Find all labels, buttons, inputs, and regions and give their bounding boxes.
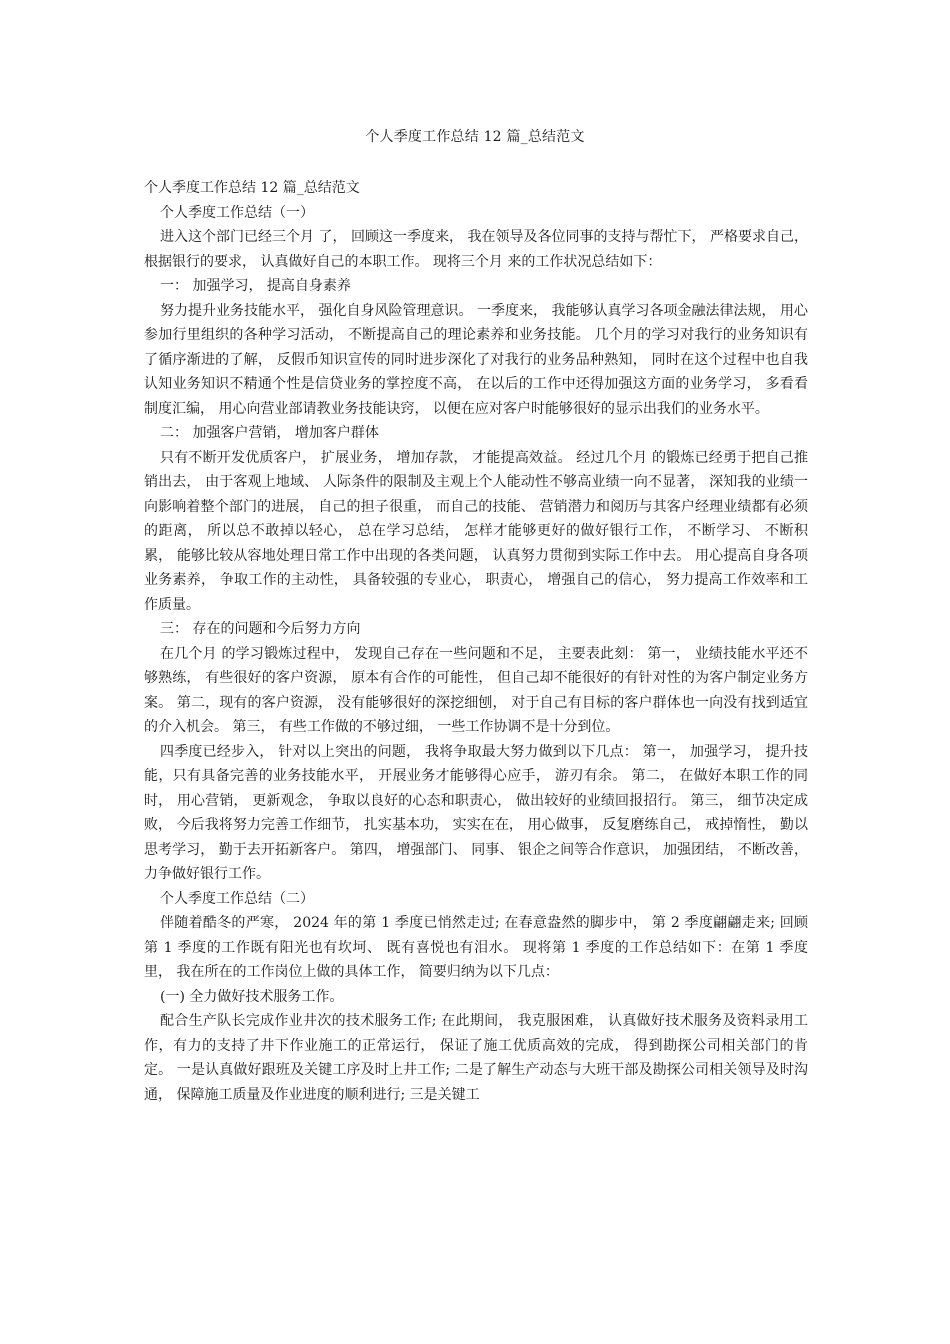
paragraph: 努力提升业务技能水平， 强化自身风险管理意识。 一季度来， 我能够认真学习各项金融法律法规， 用心参加行里组织的各种学习活动， 不断提高自己的理论素养和业务技能。 几个月的学习对我行的业务知识有了循序渐进的了解， 反假币知识宣传的同时进步深化了对我行的业务品种熟知， 同时在这个过程中也自我认知业务知识不精通个性是信贷业务的掌控度不高， 在以后的工作中还得加强这方面的业务学习， 多看看制度汇编， 用心向营业部请教业务技能诀窍， 以便在应对客户时能够很好的显示出我们的业务水平。 bbox=[144, 302, 808, 417]
paragraph: 在几个月 的学习锻炼过程中， 发现自己存在一些问题和不足， 主要表此刻： 第一， 业绩技能水平还不够熟练， 有些很好的客户资源， 原本有合作的可能性， 但自己却不能很好的有针对性的为客户制定业务方案。 第二，现有的客户资源， 没有能够很好的深挖细刨， 对于自己有目标的客户群体也一向没有找到适宜的介入机会。 第三， 有些工作做的不够过细， 一些工作协调不是十分到位。 bbox=[144, 645, 808, 735]
paragraph: 三： 存在的问题和今后努力方向 bbox=[160, 621, 361, 637]
paragraph: 二： 加强客户营销， 增加客户群体 bbox=[160, 425, 379, 441]
paragraph: 个人季度工作总结 12 篇_总结范文 bbox=[144, 180, 360, 196]
paragraph: 个人季度工作总结（二） bbox=[160, 890, 314, 907]
document-title: 个人季度工作总结 12 篇_总结范文 bbox=[365, 129, 585, 145]
document-body bbox=[144, 176, 808, 1107]
paragraph: 只有不断开发优质客户， 扩展业务， 增加存款， 才能提高效益。 经过几个月 的锻炼已经勇于把自己推销出去， 由于客观上地域、 人际条件的限制及主观上个人能动性不够高业绩一向不显著， 深知我的业绩一向影响着整个部门的进展， 自己的担子很重， 而自己的技能、 营销潜力和阅历与其客户经理业绩都有必须的距离， 所以总不敢掉以轻心， 总在学习总结， 怎样才能够更好的做好银行工作， 不断学习、 不断积累， 能够比较从容地处理日常工作中出现的各类问题， 认真努力贯彻到实际工作中去。 用心提高自身各项业务素养， 争取工作的主动性， 具备较强的专业心， 职责心， 增强自己的信心， 努力提高工作效率和工作质量。 bbox=[144, 449, 808, 613]
paragraph: 四季度已经步入， 针对以上突出的问题， 我将争取最大努力做到以下几点： 第一， 加强学习， 提升技能，只有具备完善的业务技能水平， 开展业务才能够得心应手， 游刃有余。 第二， 在做好本职工作的同时， 用心营销， 更新观念， 争取以良好的心态和职责心， 做出较好的业绩回报招行。 第三， 细节决定成败， 今后我将努力完善工作细节， 扎实基本功， 实实在在， 用心做事， 反复磨练自己， 戒掉惰性， 勤以思考学习， 勤于去开拓新客户。 第四， 增强部门、 同事、 银企之间等合作意识， 加强团结， 不断改善， 力争做好银行工作。 bbox=[144, 743, 808, 882]
paragraph: 伴随着酷冬的严寒， 2024 年的第 1 季度已悄然走过; 在春意盎然的脚步中， 第 2 季度翩翩走来; 回顾第 1 季度的工作既有阳光也有坎坷、 既有喜悦也有泪水。 现将第 1 季度的工作总结如下：在第 1 季度里， 我在所在的工作岗位上做的具体工作， 简要归纳为以下几点： bbox=[144, 915, 808, 980]
paragraph: 一： 加强学习， 提高自身素养 bbox=[160, 278, 351, 294]
paragraph: 进入这个部门已经三个月 了， 回顾这一季度来， 我在领导及各位同事的支持与帮忙下， 严格要求自己， 根据银行的要求， 认真做好自己的本职工作。 现将三个月 来的工作状况总结如下： bbox=[144, 229, 808, 270]
paragraph: (一) 全力做好技术服务工作。 bbox=[160, 988, 344, 1005]
paragraph: 配合生产队长完成作业井次的技术服务工作; 在此期间， 我克服困难， 认真做好技术服务及资料录用工作，有力的支持了井下作业施工的正常运行， 保证了施工优质高效的完成， 得到勘探公司相关部门的肯定。 一是认真做好跟班及关键工序及时上井工作; 二是了解生产动态与大班干部及勘探公司相关领导及时沟通， 保障施工质量及作业进度的顺利进行; 三是关键工 bbox=[144, 1013, 808, 1103]
paragraph: 个人季度工作总结（一） bbox=[160, 204, 314, 221]
